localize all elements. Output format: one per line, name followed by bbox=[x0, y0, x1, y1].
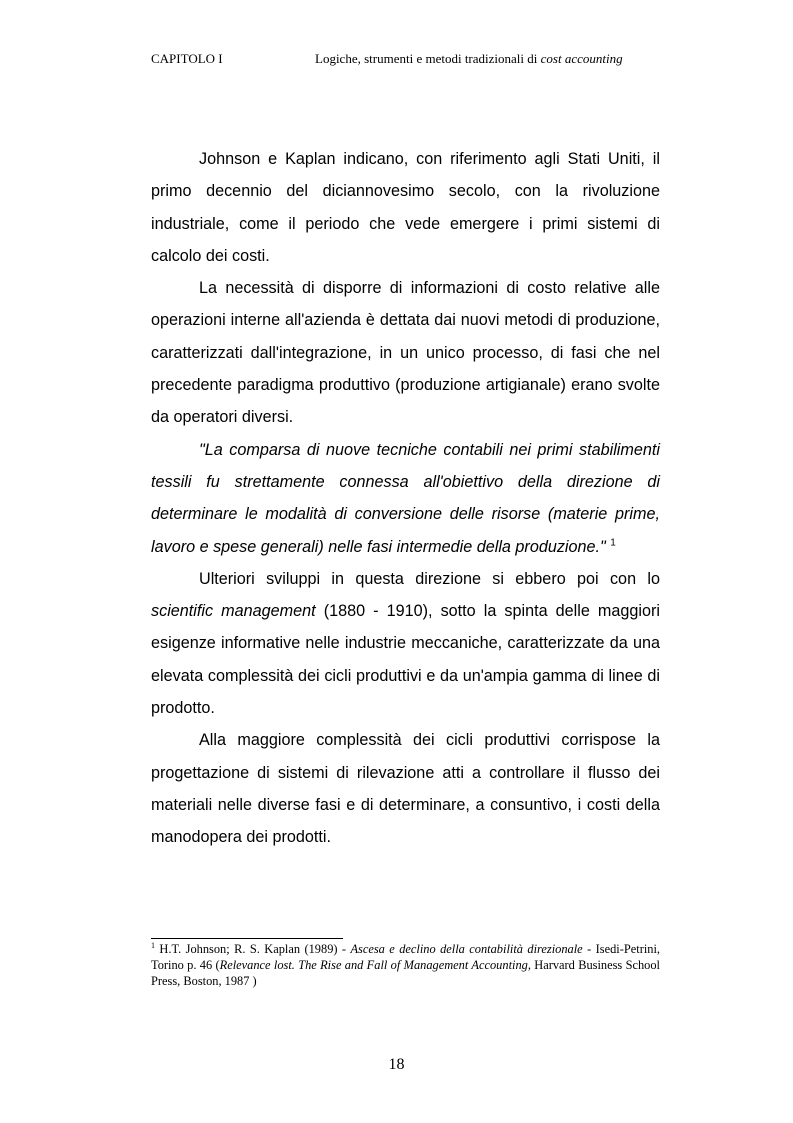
paragraph-2: La necessità di disporre di informazioni di costo relative alle operazioni interne all'azienda è dettata dai nuovi metodi di produzione, caratterizzati dall'integrazione, in un unico processo, di fasi che nel precedente paradigma produttivo (produzione artigianale) erano svolte da operatori diversi. bbox=[151, 279, 660, 427]
paragraph-4-start: Ulteriori sviluppi in questa direzione si ebbero poi con lo bbox=[199, 569, 660, 588]
paragraph-5: Alla maggiore complessità dei cicli produttivi corrispose la progettazione di sistemi di rilevazione atti a controllare il flusso dei materiali nelle diverse fasi e di determinare, a consuntivo, i costi della manodopera dei prodotti. bbox=[151, 731, 660, 847]
chapter-label: CAPITOLO I bbox=[151, 51, 223, 66]
footnote-publisher-it: - Isedi-Petrini, Torino p. 46 ( bbox=[151, 942, 660, 972]
footnote bbox=[151, 941, 660, 989]
paragraph-4-italic: scientific management bbox=[151, 602, 316, 621]
footnote-title-it: Ascesa e declino della contabilità direzionale bbox=[350, 942, 583, 956]
chapter-subtitle-text: Logiche, strumenti e metodi tradizionali di bbox=[315, 51, 541, 66]
footnote-divider bbox=[151, 938, 343, 939]
paragraph-4 bbox=[151, 563, 660, 724]
footnote-number: 1 bbox=[151, 940, 155, 950]
page-number: 18 bbox=[388, 1056, 405, 1073]
quote-text: "La comparsa di nuove tecniche contabili nei primi stabilimenti tessili fu strettamente connessa all'obiettivo della direzione di determinare le modalità di conversione delle risorse (materie prime, lavoro e spese generali) nelle fasi intermedie della produzione." bbox=[151, 440, 660, 556]
footnote-reference: 1 bbox=[610, 537, 616, 549]
footnote-title-en: Relevance lost. The Rise and Fall of Management Accounting, bbox=[219, 958, 531, 972]
paragraph-3-quote bbox=[151, 434, 660, 563]
footnote-authors: H.T. Johnson; R. S. Kaplan (1989) - bbox=[155, 942, 351, 956]
footnote-publisher-en: Harvard Business School Press, Boston, 1987 ) bbox=[151, 958, 661, 988]
chapter-subtitle-italic: cost accounting bbox=[540, 51, 623, 66]
chapter-subtitle bbox=[315, 50, 623, 68]
main-text bbox=[151, 143, 660, 854]
paragraph-1: Johnson e Kaplan indicano, con riferimento agli Stati Uniti, il primo decennio del diciannovesimo secolo, con la rivoluzione industriale, come il periodo che vede emergere i primi sistemi di calcolo dei costi. bbox=[151, 150, 660, 265]
paragraph-4-end: (1880 - 1910), sotto la spinta delle maggiori esigenze informative nelle industrie meccaniche, caratterizzate da una elevata complessità dei cicli produttivi e da un'ampia gamma di linee di prodotto. bbox=[151, 602, 660, 718]
running-header bbox=[151, 50, 641, 70]
